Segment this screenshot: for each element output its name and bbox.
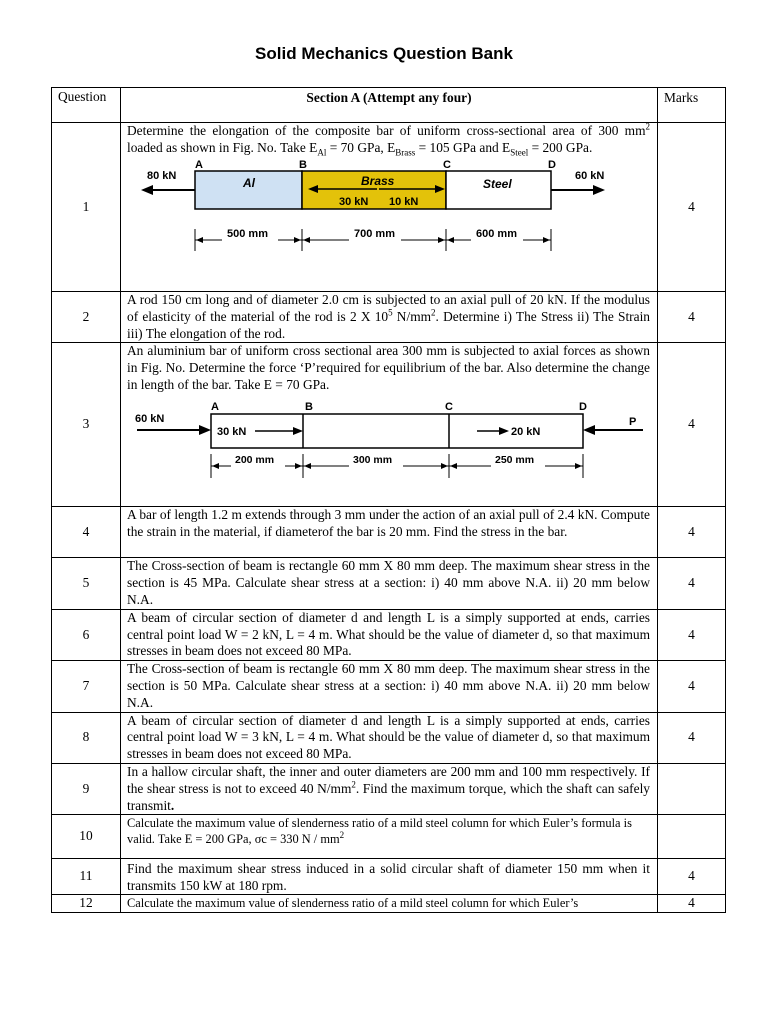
inner-load-label-2: 20 kN (511, 425, 541, 438)
point-d-label: D (548, 158, 556, 171)
question-number: 7 (52, 661, 121, 712)
inner-load-label-2: 10 kN (389, 195, 419, 208)
question-text: A bar of length 1.2 m extends through 3 mm under the action of an axial pull of 2.4 kN. Compute the strain in the material, if diameterof the bar is 20 mm. Find the stress in the bar. (121, 507, 658, 558)
dimension-label-1: 200 mm (235, 453, 275, 466)
point-a-label: A (195, 158, 203, 171)
aluminium-bar-figure (127, 394, 647, 494)
question-number: 5 (52, 558, 121, 609)
dimension-label-2: 700 mm (354, 227, 395, 240)
question-number: 9 (52, 763, 121, 814)
left-load-label: 60 kN (135, 412, 165, 425)
table-row (52, 661, 726, 712)
table-header-row (52, 88, 726, 123)
question-marks (658, 815, 726, 859)
question-text: A beam of circular section of diameter d and length L is a simply supported at ends, carries central point load W = 3 kN, L = 4 m. What should be the value of diameter d, so that maximum stresses in beam does not exceed 80 MPa. (121, 712, 658, 763)
question-number: 6 (52, 609, 121, 660)
question-number: 8 (52, 712, 121, 763)
table-row (52, 292, 726, 343)
question-number: 4 (52, 507, 121, 558)
header-section: Section A (Attempt any four) (121, 88, 658, 123)
dimension-label-2: 300 mm (353, 453, 393, 466)
question-marks: 4 (658, 609, 726, 660)
inner-load-label-1: 30 kN (339, 195, 369, 208)
right-arrowhead (593, 185, 605, 195)
header-marks: Marks (658, 88, 726, 123)
question-text: Find the maximum shear stress induced in a solid circular shaft of diameter 150 mm when it transmits 150 kW at 180 rpm. (121, 859, 658, 895)
point-c-label: C (443, 158, 451, 171)
material-brass-label: Brass (361, 173, 395, 188)
inner-load-label-1: 30 kN (217, 425, 247, 438)
question-text: The Cross-section of beam is rectangle 60 mm X 80 mm deep. The maximum shear stress in the section is 50 MPa. Calculate shear stress at a section: i) 40 mm above N.A. ii) 20 mm below N.A. (121, 661, 658, 712)
left-load-label: 80 kN (147, 169, 177, 182)
question-marks: 4 (658, 507, 726, 558)
dimension-label-3: 250 mm (495, 453, 535, 466)
question-number: 10 (52, 815, 121, 859)
table-row (52, 558, 726, 609)
question-marks: 4 (658, 895, 726, 913)
question-text: Determine the elongation of the composite bar of uniform cross-sectional area of 300 $mm^2$ loaded as shown in Fig. No. Take $E_{Al} = 70$ GPa, $E_{Brass} = 105$ GPa and $E_{Steel} = 200$ GPa. 80 kN 60 kN A B C D Al Brass Steel 30 kN 10 kN 500 mm 700 mm 600 mm (121, 123, 658, 292)
question-marks: 4 (658, 712, 726, 763)
question-text: An aluminium bar of uniform cross sectional area 300 mm is subjected to axial forces as shown in Fig. No. Determine the force ‘P’required for equilibrium of the bar. Also determine the change in length of the bar. Take E = 70 GPa. 60 kN P A B C D 30 kN 20 kN 200 mm 300 mm 250 mm (121, 343, 658, 507)
right-load-label: P (629, 415, 637, 428)
table-row (52, 712, 726, 763)
question-number: 3 (52, 343, 121, 507)
dimension-label-1: 500 mm (227, 227, 268, 240)
table-row (52, 859, 726, 895)
point-a-label: A (211, 400, 219, 413)
left-arrowhead (141, 185, 153, 195)
table-row (52, 815, 726, 859)
question-marks: 4 (658, 343, 726, 507)
question-marks: 4 (658, 123, 726, 292)
question-text: The Cross-section of beam is rectangle 60 mm X 80 mm deep. The maximum shear stress in the section is 45 MPa. Calculate shear stress at a section: i) 40 mm above N.A. ii) 20 mm below N.A. (121, 558, 658, 609)
question-text: A beam of circular section of diameter d and length L is a simply supported at ends, carries central point load W = 2 kN, L = 4 m. What should be the value of diameter d, so that maximum stresses in beam does not exceed 80 MPa. (121, 609, 658, 660)
table-row (52, 123, 726, 292)
question-marks (658, 763, 726, 814)
question-number: 11 (52, 859, 121, 895)
table-row (52, 609, 726, 660)
table-row (52, 507, 726, 558)
header-question: Question (52, 88, 121, 123)
material-steel-label: Steel (483, 176, 512, 191)
question-marks: 4 (658, 558, 726, 609)
question-text: In a hallow circular shaft, the inner and outer diameters are 200 mm and 100 mm respectively. If the shear stress is not to exceed 40 $N/mm^2$. Find the maximum torque, which the shaft can safely transmit. (121, 763, 658, 814)
question-table (51, 87, 726, 913)
question-text: Calculate the maximum value of slenderness ratio of a mild steel column for which Euler’s formula is valid. Take E = 200 GPa, σc = 330 N / $mm^2$ (121, 815, 658, 859)
table-row (52, 895, 726, 913)
point-b-label: B (299, 158, 307, 171)
question-marks: 4 (658, 859, 726, 895)
point-b-label: B (305, 400, 313, 413)
composite-bar-figure (127, 157, 627, 257)
table-row (52, 343, 726, 507)
question-marks: 4 (658, 661, 726, 712)
dimension-label-3: 600 mm (476, 227, 517, 240)
question-number: 1 (52, 123, 121, 292)
table-row (52, 763, 726, 814)
point-c-label: C (445, 400, 453, 413)
point-d-label: D (579, 400, 587, 413)
material-al-label: Al (243, 175, 255, 190)
question-marks: 4 (658, 292, 726, 343)
question-number: 12 (52, 895, 121, 913)
question-text: Calculate the maximum value of slenderness ratio of a mild steel column for which Euler’s (121, 895, 658, 913)
question-text: A rod 150 cm long and of diameter 2.0 cm is subjected to an axial pull of 20 kN. If the modulus of elasticity of the material of the rod is 2 X $10^5$ $N/mm^2$. Determine i) The Stress ii) The Strain iii) The elongation of the rod. (121, 292, 658, 343)
right-load-label: 60 kN (575, 169, 605, 182)
question-number: 2 (52, 292, 121, 343)
page-title: Solid Mechanics Question Bank (255, 44, 513, 63)
